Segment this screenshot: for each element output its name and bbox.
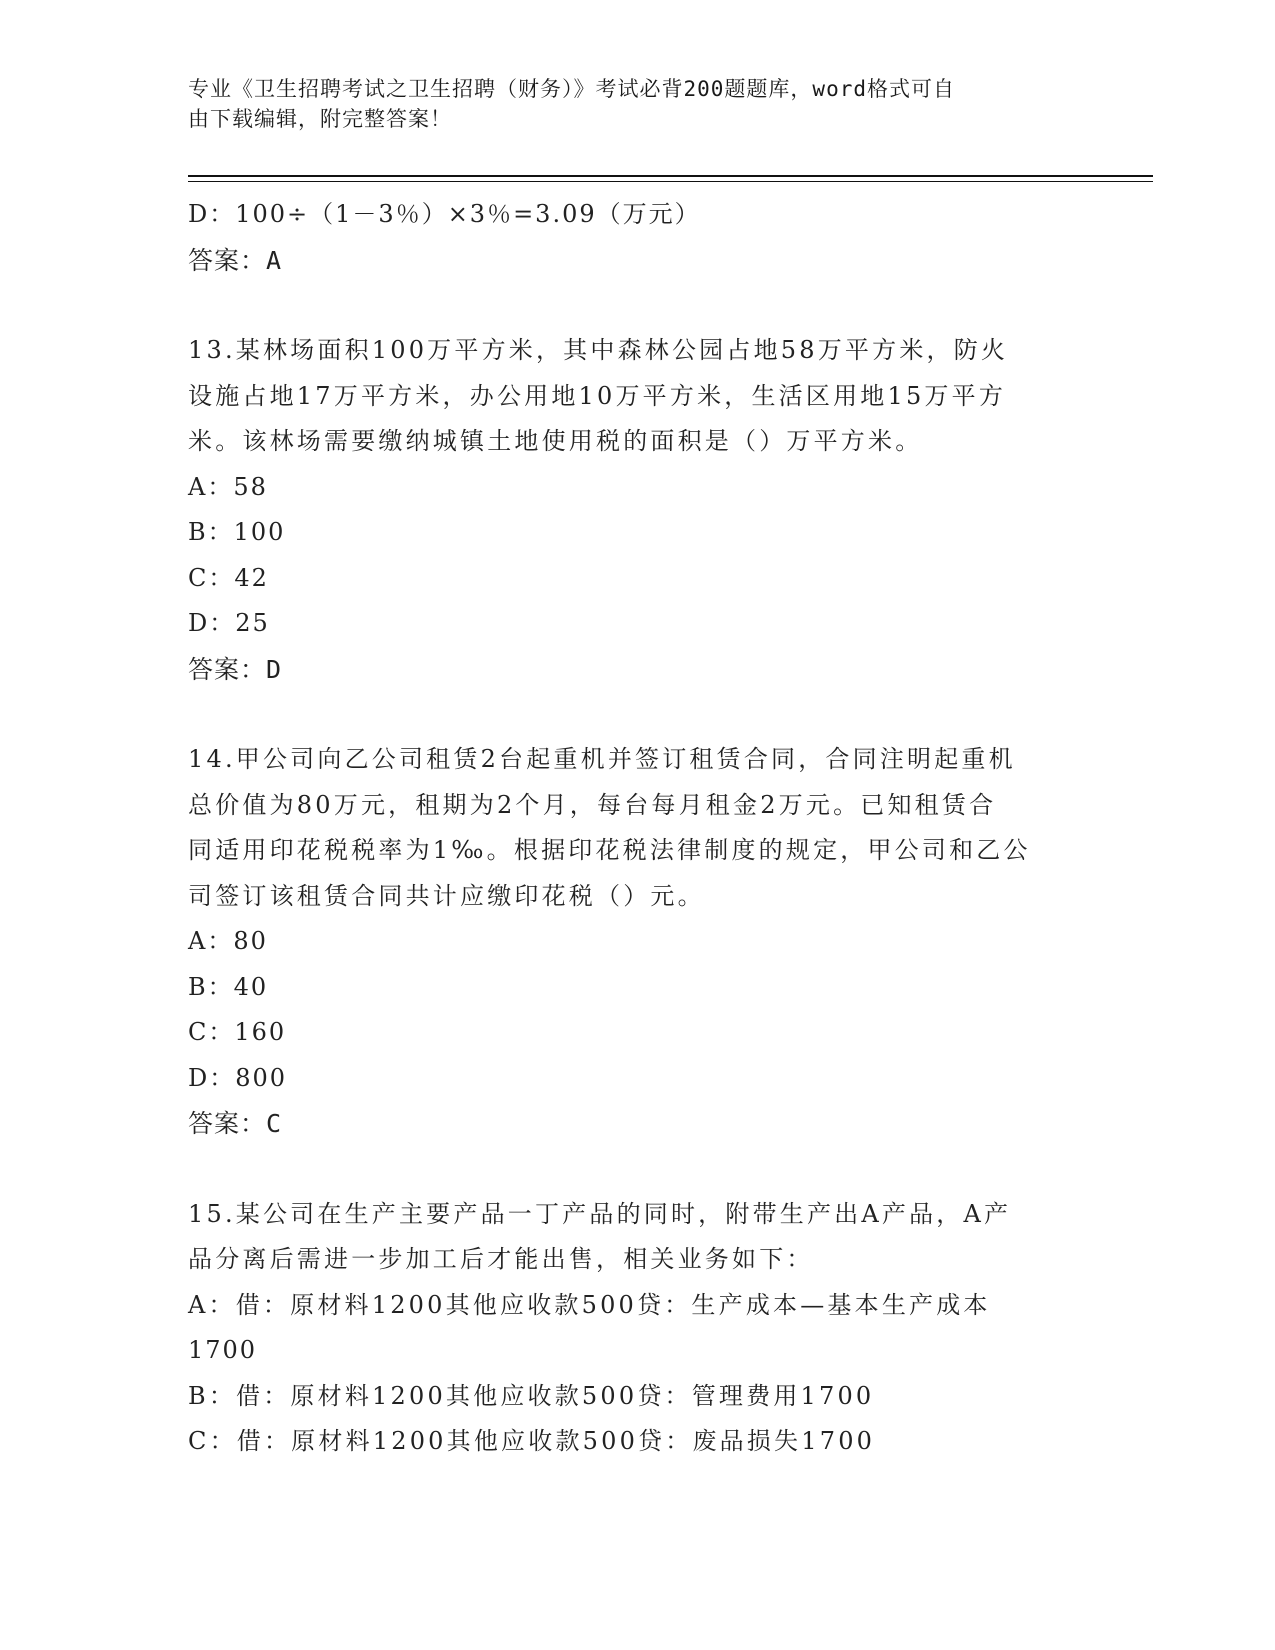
question-text-line: 13.某林场面积100万平方米，其中森林公园占地58万平方米，防火 — [188, 336, 1009, 364]
option-b: B：40 — [188, 972, 269, 1001]
option-b: B：100 — [188, 518, 286, 546]
answer-line: 答案：A — [188, 245, 283, 275]
answer-line: 答案：D — [188, 654, 283, 684]
question-text-line: 米。该林场需要缴纳城镇土地使用税的面积是（）万平方米。 — [188, 427, 923, 455]
header-line-2: 由下载编辑，附完整答案！ — [188, 107, 452, 131]
question-text-line: 总价值为80万元，租期为2个月，每台每月租金2万元。已知租赁合 — [188, 790, 997, 819]
header-divider-thick — [188, 175, 1153, 177]
answer-line: 答案：C — [188, 1109, 283, 1138]
option-d: D：25 — [188, 609, 270, 637]
question-15 — [188, 1192, 1088, 1465]
option-a: A：借：原材料1200其他应收款500贷：生产成本—基本生产成本 — [188, 1290, 991, 1319]
option-c: C：160 — [188, 1018, 287, 1046]
option-d: D：100÷（1－3％）×3％=3.09（万元） — [188, 200, 701, 228]
question-text-line: 品分离后需进一步加工后才能出售，相关业务如下： — [188, 1245, 814, 1273]
question-text-line: 14.甲公司向乙公司租赁2台起重机并签订租赁合同，合同注明起重机 — [188, 745, 1016, 773]
header-divider-thin — [188, 181, 1153, 182]
option-a: A：80 — [188, 927, 268, 955]
document-header — [188, 74, 1068, 134]
option-b: B：借：原材料1200其他应收款500贷：管理费用1700 — [188, 1381, 875, 1410]
option-a: A：58 — [188, 472, 268, 501]
question-text-line: 15.某公司在生产主要产品一丁产品的同时，附带生产出A产品，A产 — [188, 1199, 1012, 1228]
question-text-line: 同适用印花税税率为1‰。根据印花税法律制度的规定，甲公司和乙公 — [188, 836, 1031, 864]
option-d: D：800 — [188, 1063, 288, 1092]
option-a-continuation: 1700 — [188, 1336, 258, 1364]
question-14 — [188, 737, 1088, 1147]
option-c: C：42 — [188, 563, 269, 592]
header-line-1: 专业《卫生招聘考试之卫生招聘（财务）》考试必背200题题库，word格式可自 — [188, 77, 955, 101]
option-c: C：借：原材料1200其他应收款500贷：废品损失1700 — [188, 1427, 876, 1455]
document-body — [188, 192, 1088, 1465]
previous-question-tail — [188, 192, 1088, 283]
question-text-line: 设施占地17万平方米，办公用地10万平方米，生活区用地15万平方 — [188, 381, 1007, 410]
question-13 — [188, 328, 1088, 692]
question-text-line: 司签订该租赁合同共计应缴印花税（）元。 — [188, 881, 705, 910]
